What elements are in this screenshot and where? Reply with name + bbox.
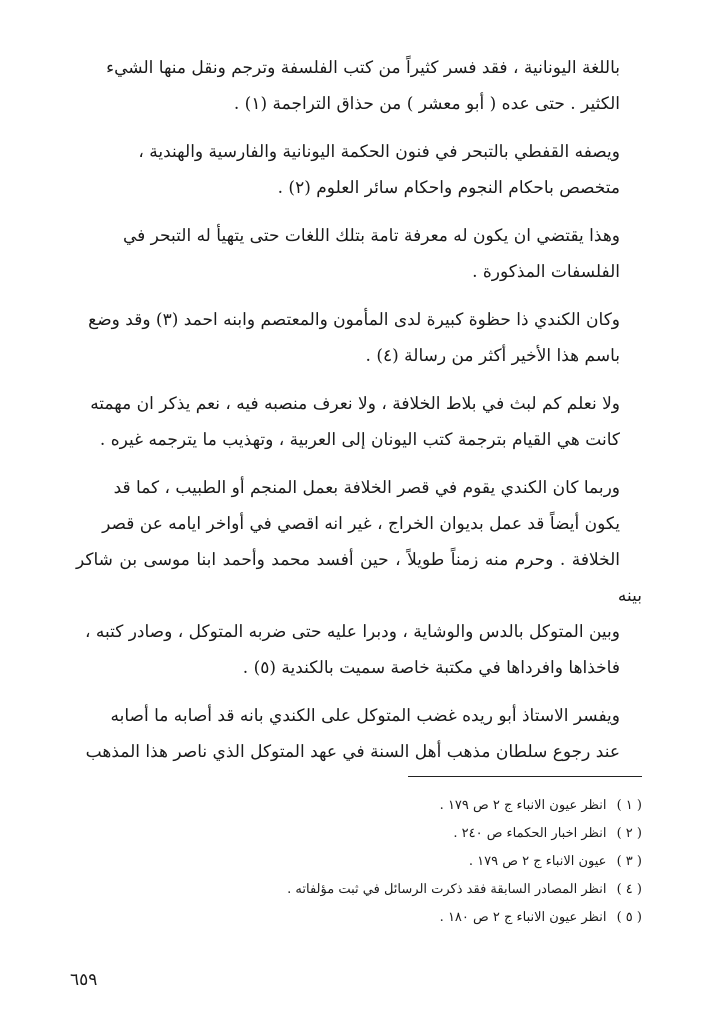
footnote-number: ( ١ ) bbox=[616, 798, 642, 813]
paragraph-3 bbox=[76, 218, 642, 290]
footnote-3 bbox=[260, 848, 642, 876]
text-line: فاخذاها وافرداها في مكتبة خاصة سميت بالكندية (٥) . bbox=[242, 658, 620, 678]
footnote-text: انظر المصادر السابقة فقد ذكرت الرسائل في ثبت مؤلفاته . bbox=[287, 882, 607, 897]
text-line: وربما كان الكندي يقوم في قصر الخلافة بعمل المنجم أو الطبيب ، كما قد bbox=[113, 478, 620, 498]
footnote-text: انظر اخبار الحكماء ص ٢٤٠ . bbox=[453, 826, 607, 841]
body-text bbox=[76, 50, 642, 782]
footnote-text: انظر عيون الانباء ج ٢ ص ١٧٩ . bbox=[439, 798, 607, 813]
text-line: وبين المتوكل بالدس والوشاية ، ودبرا عليه حتى ضربه المتوكل ، وصادر كتبه ، bbox=[84, 622, 620, 642]
text-line: وهذا يقتضي ان يكون له معرفة تامة بتلك اللغات حتى يتهيأ له التبحر في bbox=[122, 226, 620, 246]
footnote-divider bbox=[408, 776, 642, 777]
text-line: يكون أيضاً قد عمل بديوان الخراج ، غير انه اقصي في أواخر ايامه عن قصر bbox=[102, 514, 620, 534]
footnote-4 bbox=[260, 876, 642, 904]
footnote-5 bbox=[260, 904, 642, 932]
text-line: الفلسفات المذكورة . bbox=[472, 262, 620, 282]
text-line: الخلافة . وحرم منه زمناً طويلاً ، حين أفسد محمد وأحمد ابنا موسى بن شاكر بينه bbox=[76, 550, 642, 606]
footnote-number: ( ٤ ) bbox=[616, 882, 642, 897]
footnote-number: ( ٥ ) bbox=[616, 910, 642, 925]
text-line: ولا نعلم كم لبث في بلاط الخلافة ، ولا نعرف منصبه فيه ، نعم يذكر ان مهمته bbox=[90, 394, 620, 414]
paragraph-1 bbox=[76, 50, 642, 122]
footnote-number: ( ٢ ) bbox=[616, 826, 642, 841]
footnote-text: عيون الانباء ج ٢ ص ١٧٩ . bbox=[468, 854, 607, 869]
text-line: الكثير . حتى عده ( أبو معشر ) من حذاق التراجمة (١) . bbox=[233, 94, 620, 114]
text-line: باللغة اليونانية ، فقد فسر كثيراً من كتب الفلسفة وترجم ونقل منها الشيء bbox=[106, 58, 620, 78]
paragraph-6 bbox=[76, 470, 642, 686]
footnote-1 bbox=[260, 792, 642, 820]
page-number: ٦٥٩ bbox=[70, 970, 98, 990]
footnote-text: انظر عيون الانباء ج ٢ ص ١٨٠ . bbox=[439, 910, 607, 925]
text-line: كانت هي القيام بترجمة كتب اليونان إلى العربية ، وتهذيب ما يترجمه غيره . bbox=[99, 430, 620, 450]
paragraph-2 bbox=[76, 134, 642, 206]
text-line: عند رجوع سلطان مذهب أهل السنة في عهد المتوكل الذي ناصر هذا المذهب bbox=[85, 742, 620, 762]
paragraph-5 bbox=[76, 386, 642, 458]
text-line: ويفسر الاستاذ أبو ريده غضب المتوكل على الكندي بانه قد أصابه ما أصابه bbox=[110, 706, 620, 726]
text-line: ويصفه القفطي بالتبحر في فنون الحكمة اليونانية والفارسية والهندية ، bbox=[138, 142, 620, 162]
footnote-2 bbox=[260, 820, 642, 848]
paragraph-7 bbox=[76, 698, 642, 770]
text-line: وكان الكندي ذا حظوة كبيرة لدى المأمون والمعتصم وابنه احمد (٣) وقد وضع bbox=[88, 310, 620, 330]
text-line: باسم هذا الأخير أكثر من رسالة (٤) . bbox=[365, 346, 620, 366]
footnotes bbox=[260, 792, 642, 932]
paragraph-4 bbox=[76, 302, 642, 374]
text-line: متخصص باحكام النجوم واحكام سائر العلوم (٢) . bbox=[277, 178, 620, 198]
footnote-number: ( ٣ ) bbox=[616, 854, 642, 869]
